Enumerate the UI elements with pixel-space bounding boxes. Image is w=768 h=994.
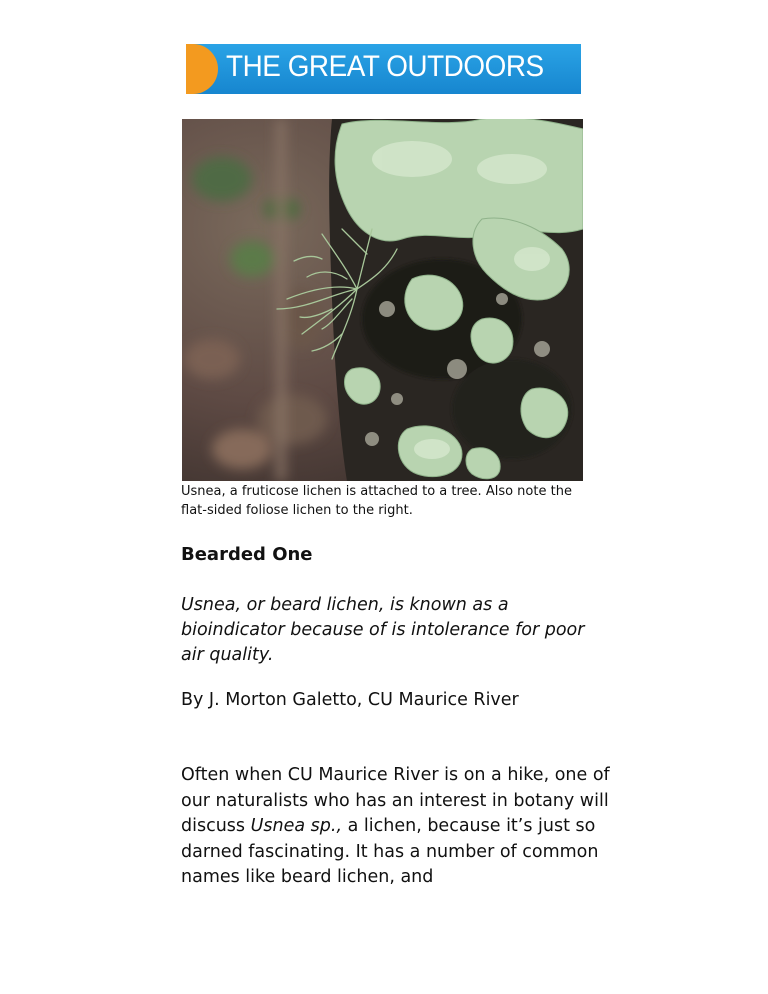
body-lead: Often when CU Maurice River is on a hike, one of our naturalists who has an interest in botany will discuss — [181, 765, 610, 836]
body-emphasis: Usnea sp., — [250, 816, 343, 836]
body-rest: a lichen, because it’s just so darned fascinating. It has a number of common names like beard lichen, and — [181, 816, 599, 887]
photo-caption: Usnea, a fruticose lichen is attached to a tree. Also note the flat-sided foliose lichen to the right. — [181, 484, 572, 518]
lichen-photo-illustration — [182, 119, 583, 481]
banner-title: THE GREAT OUTDOORS — [226, 50, 544, 83]
article-deck: Usnea, or beard lichen, is known as a bioindicator because of is intolerance for poor air quality. — [181, 595, 585, 665]
lichen-photo — [182, 119, 583, 481]
banner — [186, 44, 581, 94]
article-byline: By J. Morton Galetto, CU Maurice River — [181, 690, 519, 710]
banner-accent — [186, 44, 218, 94]
article-body — [181, 763, 611, 891]
article-heading: Bearded One — [181, 544, 313, 565]
